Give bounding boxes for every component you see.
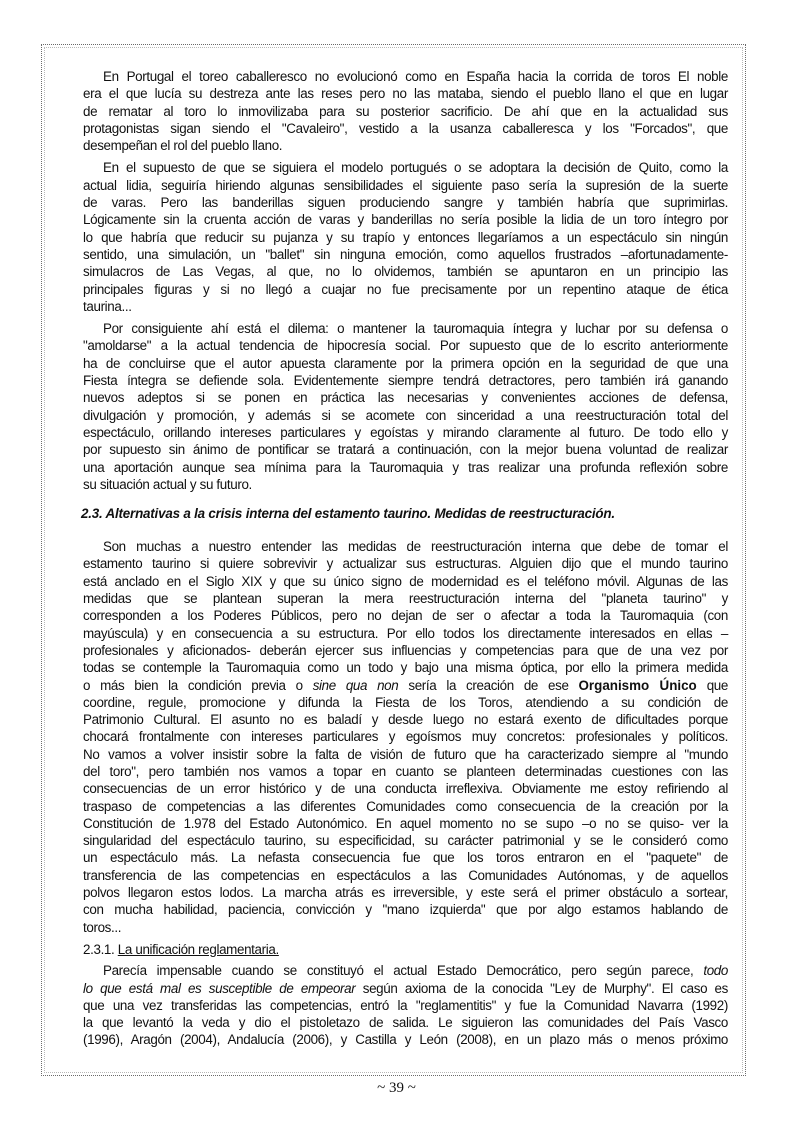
text-line: desempeñan el rol del pueblo llano.: [83, 138, 283, 154]
text-line: Patrimonio Cultural. El asunto no es baladí y desde luego no estará exento de dificultades porque: [83, 712, 728, 728]
section-heading: 2.3. Alternativas a la crisis interna del estamento taurino. Medidas de reestructuración.: [81, 506, 615, 522]
text-line: transferencia de las competencias en espectáculos a las Comunidades Autónomas, y de aquellos: [83, 867, 728, 883]
text-line: toros...: [83, 919, 122, 935]
paragraph-quito: [63, 159, 728, 315]
emphasis-organismo-unico: Organismo Único: [578, 677, 697, 693]
text-line: una aportación aunque sea mínima para la Tauromaquia y tras realizar una profunda reflexión sobre: [83, 459, 728, 475]
text-line: de varas. Pero las banderillas siguen produciendo sangre y también habría que suprimirlas.: [83, 195, 728, 211]
text-line: era el que lucía su destreza ante las reses pero no las mataba, siendo el pueblo llano el que en lugar: [83, 86, 728, 102]
text-line: del toro", pero también nos vamos a topar en cuanto se planteen determinadas cuestiones con las: [83, 763, 728, 779]
latin-phrase: sine qua non: [312, 677, 399, 693]
italic-quote: todo: [703, 963, 728, 979]
text-line: corresponden a los Poderes Públicos, pero no dejan de ser o afectar a toda la Tauromaquia (con: [83, 608, 728, 624]
text-line: de rematar al toro lo inmovilizaba para su posterior sacrificio. De ahí que en la actualidad sus: [83, 103, 728, 119]
text-line: profesionales y aficionados- deberán ejercer sus influencias y competencias para que de una vez por: [83, 642, 728, 658]
subsection-number: 2.3.1.: [83, 941, 115, 957]
paragraph-portugal: [63, 68, 728, 154]
paragraph-dilema: [63, 320, 728, 493]
text-line: "amoldarse" a la actual tendencia de hipocresía social. Por supuesto que de lo escrito anteriormente: [83, 338, 728, 354]
text-line: la que levantó la veda y dio el pistoletazo de salida. Le siguieron las comunidades del País Vasco: [83, 1015, 728, 1031]
text-line: un espectáculo más. La nefasta consecuencia fue que los toros entraron en el "paquete" de: [83, 850, 728, 866]
text-fragment: sería la creación de ese: [398, 677, 579, 693]
document-body: [63, 68, 728, 1054]
text-line: ha de concluirse que el autor apuesta claramente por la primera opción en la seguridad de que una: [83, 355, 728, 371]
text-line: divulgación y promoción, y además si se acomete con sinceridad a una reestructuración total del: [83, 407, 728, 423]
text-line: medidas que se plantean superan la mera reestructuración interna del "planeta taurino" y: [83, 591, 728, 607]
text-line: (1996), Aragón (2004), Andalucía (2006), y Castilla y León (2008), en un plazo más o menos próximo: [83, 1032, 728, 1048]
text-line: nuevos adeptos si se ponen en práctica las necesarias y convenientes acciones de defensa,: [83, 390, 728, 406]
text-fragment: según axioma de la conocida "Ley de Murphy". El caso es: [355, 980, 728, 996]
text-line: mayúscula) y en consecuencia a su estructura. Por ello todos los directamente interesados en ellas –: [83, 625, 728, 641]
text-line: protagonistas sigan siendo el "Cavaleiro", vestido a la usanza caballeresca y los "Forcados", que: [83, 120, 728, 136]
text-line: principales figuras y si no llegó a cuajar no fue precisamente por un repentino ataque de ética: [83, 281, 728, 297]
text-line: todas se contemple la Tauromaquia como un todo y bajo una misma óptica, por ello la primera medida: [83, 660, 728, 676]
text-line-mixed: [63, 980, 728, 997]
text-line-mixed: [63, 677, 728, 694]
text-line: está anclado en el Siglo XIX y que su único signo de modernidad es el teléfono móvil. Algunas de las: [83, 573, 728, 589]
text-line: coordine, regule, promocione y difunda la Fiesta de los Toros, atendiendo a su condición de: [83, 694, 728, 710]
text-line: su situación actual y su futuro.: [83, 476, 252, 492]
text-fragment: o más bien la condición previa o: [83, 677, 313, 693]
text-line: sentido, una simulación, un "ballet" sin ninguna emoción, como aquellos frustrados –afortunadamente-: [83, 246, 728, 262]
text-line: con mucha habilidad, paciencia, convicción y "mano izquierda" que por algo estamos hablando de: [83, 902, 728, 918]
text-line: No vamos a volver insistir sobre la falta de visión de futuro que ha caracterizado siempre al "mundo: [83, 746, 728, 762]
text-line: singularidad del espectáculo taurino, su especificidad, su carácter patrimonial y se le consideró como: [83, 833, 728, 849]
text-line: Fiesta íntegra se defiende sola. Evidentemente siempre tendrá detractores, pero también irá ganando: [83, 373, 728, 389]
text-line: consecuencias de un error histórico y de una conducta irreflexiva. Obviamente me estoy refiriendo al: [83, 781, 728, 797]
text-line: lo que habría que reducir su pujanza y su trapío y entonces llegaríamos a un espectáculo sin ningún: [83, 229, 728, 245]
text-line: estamento taurino si quiere sobrevivir y actualizar sus estructuras. Alguien dijo que el mundo taurino: [83, 556, 728, 572]
subsection-title: La unificación reglamentaria.: [117, 941, 279, 957]
text-line: Por consiguiente ahí está el dilema: o mantener la tauromaquia íntegra y luchar por su defensa o: [103, 321, 728, 337]
page-number: ~ 39 ~: [377, 1080, 416, 1096]
text-line: En el supuesto de que se siguiera el modelo portugués o se adoptara la decisión de Quito, como la: [103, 160, 728, 176]
text-line: Constitución de 1.978 del Estado Autonómico. En aquel momento no se supo –o no se quiso- ver la: [83, 815, 728, 831]
text-line: simulacros de Las Vegas, al que, no lo olvidemos, también se apuntaron en un principio las: [83, 264, 728, 280]
text-line: actual lidia, seguiría hiriendo algunas sensibilidades el siguiente paso sería la supresión de la suerte: [83, 177, 728, 193]
paragraph-unificacion: [63, 962, 728, 1048]
italic-quote: lo que está mal es susceptible de empeorar: [83, 980, 356, 996]
text-line: chocará frontalmente con intereses particulares y egoísmos muy concretos: profesionales y políticos.: [83, 729, 728, 745]
paragraph-reestructuracion: [63, 538, 728, 936]
text-line: Son muchas a nuestro entender las medidas de reestructuración interna que debe de tomar el: [103, 539, 728, 555]
text-line: que una vez transferidas las competencias, entró la "reglamentitis" y fue la Comunidad Navarra (1992): [83, 997, 728, 1013]
text-fragment: que: [696, 677, 728, 693]
text-line-mixed: [63, 962, 728, 979]
text-line: traspaso de competencias a las diferentes Comunidades como consecuencia de la creación por la: [83, 798, 728, 814]
subsection-heading: [83, 941, 728, 958]
text-line: espectáculo, orillando intereses particulares y egoístas y mirando claramente al futuro. De todo ello y: [83, 424, 728, 440]
text-line: polvos llegaron estos lodos. La marcha atrás es irreversible, y este será el primer obstáculo a sortear,: [83, 885, 728, 901]
text-line: Lógicamente sin la cruenta acción de varas y banderillas no sería posible la lidia de un toro íntegro por: [83, 212, 728, 228]
text-line: por supuesto sin ánimo de pontificar se tratará a continuación, con la mejor buena voluntad de realizar: [83, 442, 728, 458]
text-line: taurina...: [83, 298, 132, 314]
text-fragment: Parecía impensable cuando se constituyó el actual Estado Democrático, pero según parece,: [103, 963, 704, 979]
text-line: En Portugal el toreo caballeresco no evolucionó como en España hacia la corrida de toros El noble: [103, 69, 728, 84]
